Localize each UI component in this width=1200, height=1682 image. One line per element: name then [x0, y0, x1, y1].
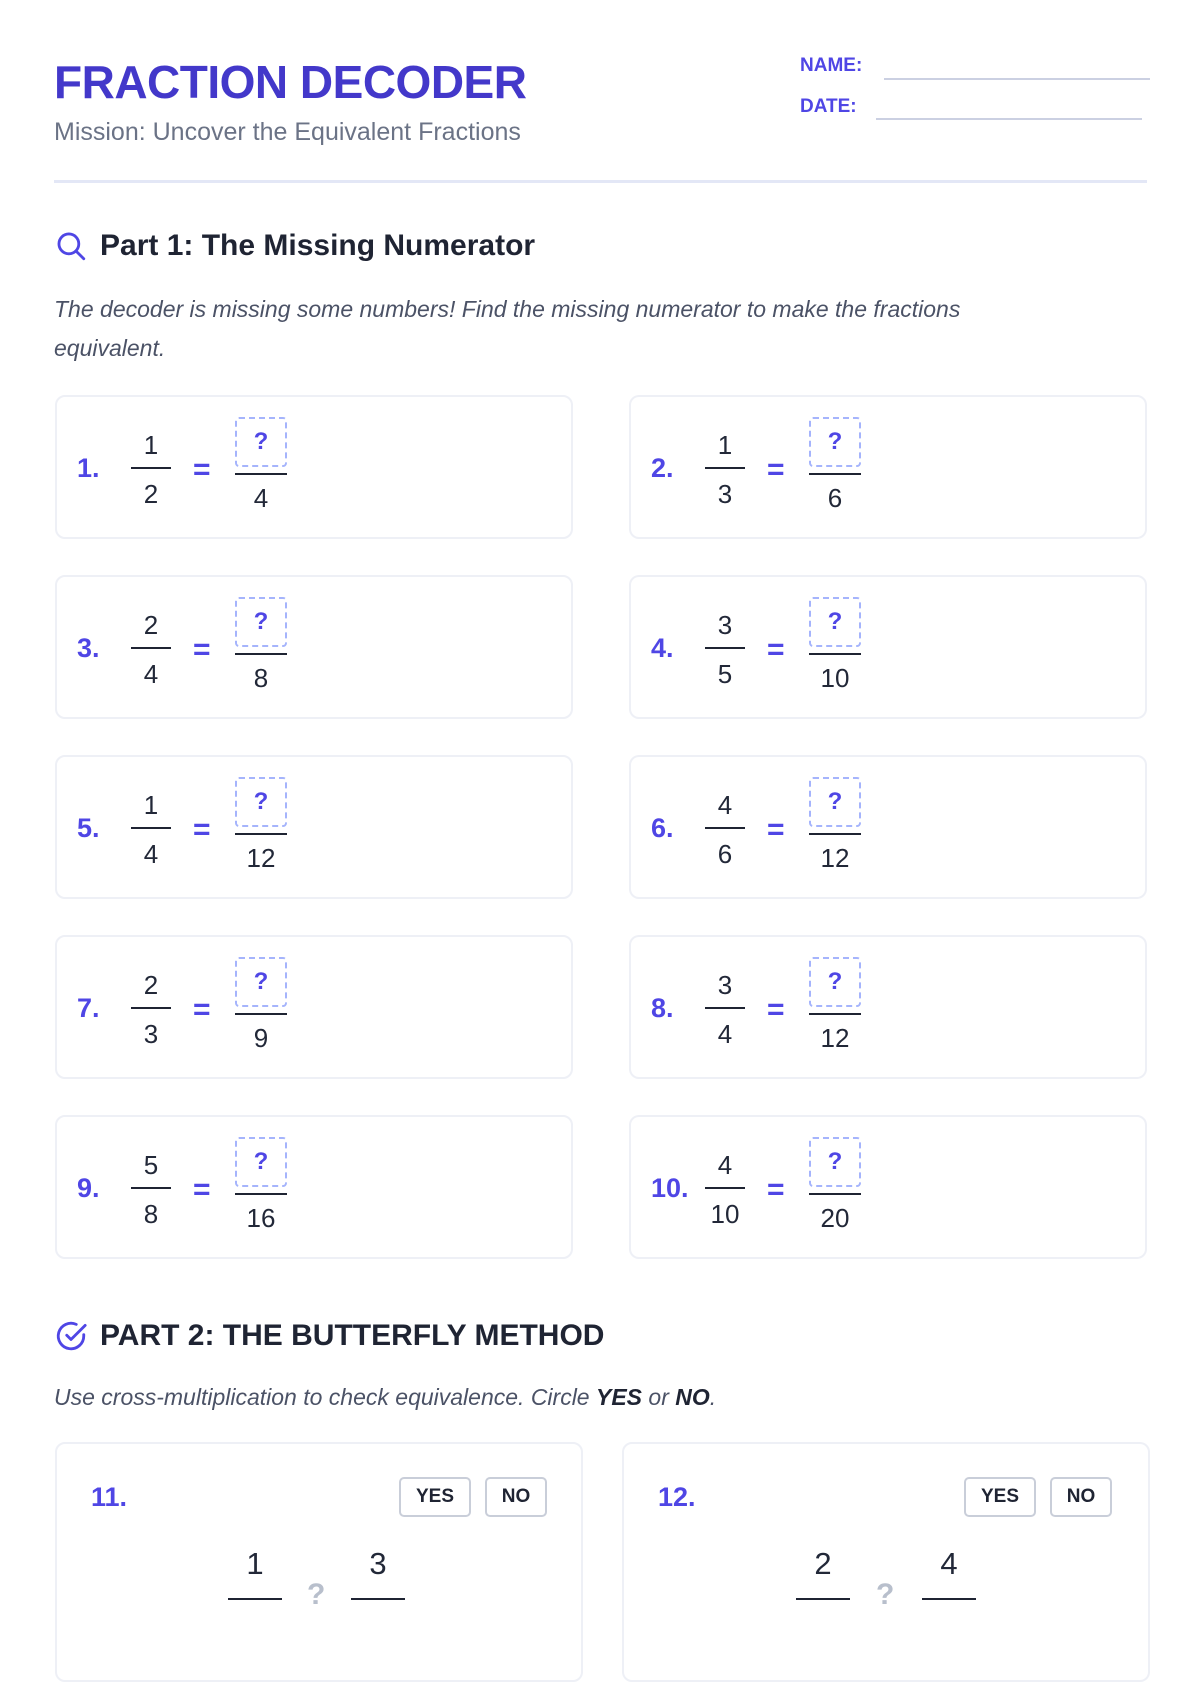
equals-sign: =	[193, 453, 211, 486]
denominator: 4	[717, 1019, 733, 1049]
numerator: 4	[717, 790, 733, 820]
problem-card-10	[629, 1115, 1147, 1259]
equals-sign: =	[767, 453, 785, 486]
fraction-bar	[809, 1013, 861, 1015]
problem-card-5	[55, 755, 573, 899]
denominator: 8	[143, 1199, 159, 1229]
target-denominator: 4	[253, 483, 269, 513]
target-denominator: 12	[246, 843, 276, 873]
yes-button[interactable]: YES	[399, 1477, 471, 1517]
target-denominator: 10	[820, 663, 850, 693]
no-word: NO	[675, 1384, 710, 1410]
equals-sign: =	[767, 633, 785, 666]
missing-numerator-box[interactable]: ?	[809, 417, 861, 467]
problem-card-8	[629, 935, 1147, 1079]
target-denominator: 6	[827, 483, 843, 513]
missing-numerator-box[interactable]: ?	[235, 597, 287, 647]
problem-number: 11.	[91, 1482, 128, 1512]
problem-number: 4.	[651, 633, 674, 663]
problem-number: 8.	[651, 993, 674, 1023]
fraction-bar	[235, 833, 287, 835]
problem-number: 1.	[77, 453, 100, 483]
fraction-bar	[131, 1187, 171, 1189]
denominator: 3	[717, 479, 733, 509]
fraction-bar	[235, 1013, 287, 1015]
missing-numerator-box[interactable]: ?	[235, 417, 287, 467]
problem-number: 6.	[651, 813, 674, 843]
fraction-bar	[809, 653, 861, 655]
target-denominator: 12	[820, 1023, 850, 1053]
problem-card-3	[55, 575, 573, 719]
yes-word: YES	[596, 1384, 643, 1410]
missing-numerator-box[interactable]: ?	[235, 1137, 287, 1187]
numerator: 1	[143, 430, 159, 460]
missing-numerator-box[interactable]: ?	[235, 777, 287, 827]
denominator: 4	[143, 659, 159, 689]
denominator: 4	[143, 839, 159, 869]
numerator: 1	[246, 1546, 264, 1581]
compare-symbol: ?	[876, 1578, 895, 1611]
numerator: 1	[717, 430, 733, 460]
fraction-bar	[235, 1193, 287, 1195]
target-denominator: 8	[253, 663, 269, 693]
problem-number: 7.	[77, 993, 100, 1023]
denominator: 2	[143, 479, 159, 509]
fraction-bar	[131, 467, 171, 469]
no-button[interactable]: NO	[1050, 1477, 1112, 1517]
fraction-bar	[809, 1193, 861, 1195]
problem-card-6	[629, 755, 1147, 899]
check-circle-icon	[54, 1319, 88, 1353]
equals-sign: =	[193, 633, 211, 666]
date-label: DATE:	[800, 96, 857, 117]
worksheet-title: FRACTION DECODER	[54, 56, 527, 108]
problem-card-2	[629, 395, 1147, 539]
search-icon	[54, 229, 88, 263]
missing-numerator-box[interactable]: ?	[235, 957, 287, 1007]
problem-number: 5.	[77, 813, 100, 843]
target-denominator: 9	[253, 1023, 269, 1053]
fraction-bar	[809, 833, 861, 835]
problem-number: 3.	[77, 633, 100, 663]
numerator: 4	[717, 1150, 733, 1180]
problem-card-7	[55, 935, 573, 1079]
equals-sign: =	[767, 1173, 785, 1206]
part2-instructions-post: .	[709, 1384, 717, 1410]
numerator: 3	[369, 1546, 387, 1581]
date-field[interactable]	[876, 118, 1142, 120]
missing-numerator-box[interactable]: ?	[809, 597, 861, 647]
part1-title: Part 1: The Missing Numerator	[100, 229, 536, 262]
fraction-bar	[705, 1007, 745, 1009]
problem-number: 10.	[651, 1173, 689, 1203]
missing-numerator-box[interactable]: ?	[809, 777, 861, 827]
fraction-bar	[131, 1007, 171, 1009]
butterfly-card-11	[55, 1442, 583, 1682]
problem-number: 12.	[658, 1482, 696, 1512]
part2-heading	[54, 1319, 604, 1353]
part1-instructions: The decoder is missing some numbers! Find the missing numerator to make the fractions equivalent.	[54, 296, 961, 361]
fraction-bar	[705, 1187, 745, 1189]
part1-heading	[54, 229, 535, 263]
header-divider	[54, 180, 1147, 183]
target-denominator: 16	[246, 1203, 276, 1233]
part2-instructions-mid: or	[642, 1384, 676, 1410]
fraction-bar	[705, 827, 745, 829]
part2-instructions-pre: Use cross-multiplication to check equivalence. Circle	[54, 1384, 596, 1410]
equals-sign: =	[767, 993, 785, 1026]
problem-card-1	[55, 395, 573, 539]
denominator: 3	[143, 1019, 159, 1049]
target-denominator: 20	[820, 1203, 850, 1233]
fraction-bar	[809, 473, 861, 475]
numerator: 2	[814, 1546, 832, 1581]
part2-title: PART 2: THE BUTTERFLY METHOD	[100, 1319, 605, 1352]
denominator: 10	[710, 1199, 740, 1229]
problem-number: 9.	[77, 1173, 100, 1203]
equals-sign: =	[767, 813, 785, 846]
no-button[interactable]: NO	[485, 1477, 547, 1517]
target-denominator: 12	[820, 843, 850, 873]
numerator: 3	[717, 970, 733, 1000]
equals-sign: =	[193, 993, 211, 1026]
problem-number: 2.	[651, 453, 674, 483]
numerator: 4	[940, 1546, 958, 1581]
compare-symbol: ?	[307, 1578, 326, 1611]
equals-sign: =	[193, 813, 211, 846]
numerator: 2	[143, 610, 159, 640]
missing-numerator-box[interactable]: ?	[809, 957, 861, 1007]
name-label: NAME:	[800, 55, 863, 76]
worksheet-subtitle: Mission: Uncover the Equivalent Fractions	[54, 118, 521, 146]
fraction-bar	[705, 647, 745, 649]
denominator: 6	[717, 839, 733, 869]
missing-numerator-box[interactable]: ?	[809, 1137, 861, 1187]
name-field[interactable]	[884, 78, 1150, 80]
numerator: 5	[143, 1150, 159, 1180]
fraction-bar	[131, 827, 171, 829]
part2-instructions	[54, 1378, 1054, 1417]
butterfly-card-12	[622, 1442, 1150, 1682]
fraction-bar	[235, 473, 287, 475]
fraction-bar	[235, 653, 287, 655]
numerator: 3	[717, 610, 733, 640]
numerator: 1	[143, 790, 159, 820]
problem-card-9	[55, 1115, 573, 1259]
numerator: 2	[143, 970, 159, 1000]
fraction-bar	[131, 647, 171, 649]
equals-sign: =	[193, 1173, 211, 1206]
yes-button[interactable]: YES	[964, 1477, 1036, 1517]
fraction-bar	[705, 467, 745, 469]
denominator: 5	[717, 659, 733, 689]
problem-card-4	[629, 575, 1147, 719]
